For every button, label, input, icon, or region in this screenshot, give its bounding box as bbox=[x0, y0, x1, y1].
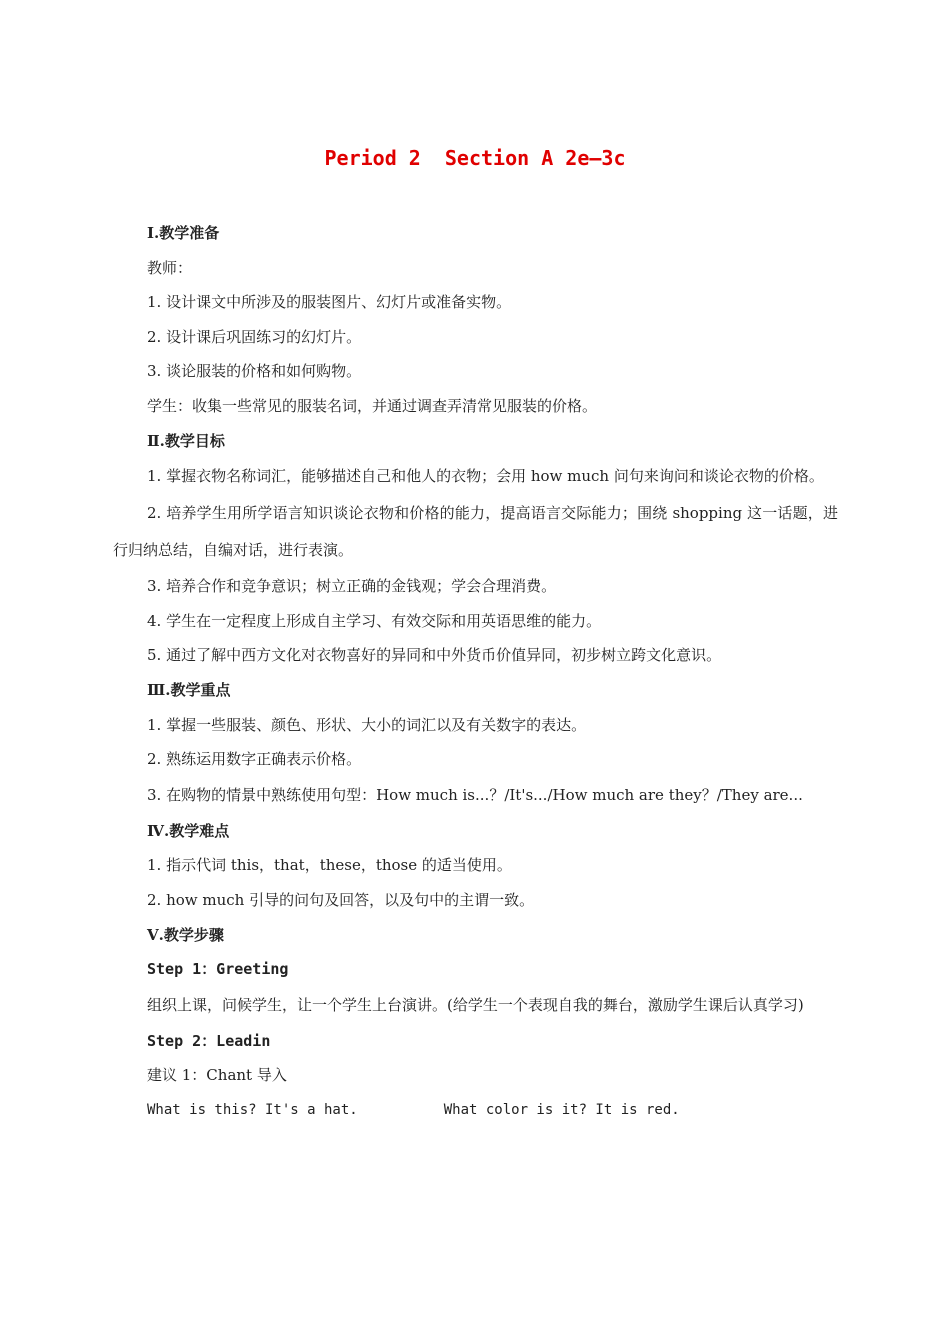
chant-line bbox=[113, 1093, 838, 1128]
prep-item: 1. 设计课文中所涉及的服装图片、幻灯片或准备实物。 bbox=[147, 293, 512, 312]
goal-item: 3. 培养合作和竞争意识；树立正确的金钱观；学会合理消费。 bbox=[147, 577, 557, 596]
section-heading-steps: Ⅴ.教学步骤 bbox=[147, 925, 224, 944]
section-heading-prep: Ⅰ.教学准备 bbox=[147, 224, 220, 242]
difficulty-item: 2. how much 引导的问句及回答，以及句中的主谓一致。 bbox=[147, 890, 535, 909]
goal-item: 5. 通过了解中西方文化对衣物喜好的异同和中外货币价值异同，初步树立跨文化意识。 bbox=[147, 646, 722, 665]
key-point-item: 1. 掌握一些服装、颜色、形状、大小的词汇以及有关数字的表达。 bbox=[147, 715, 587, 734]
prep-item: 2. 设计课后巩固练习的幻灯片。 bbox=[147, 327, 362, 346]
key-point-item: 3. 在购物的情景中熟练使用句型：How much is...？/It's.../How much are they？/They are... bbox=[147, 785, 803, 804]
key-point-item: 2. 熟练运用数字正确表示价格。 bbox=[147, 750, 362, 769]
section-heading-difficulties: Ⅳ.教学难点 bbox=[147, 821, 230, 840]
document-body bbox=[113, 216, 838, 1127]
section-heading-goals: Ⅱ.教学目标 bbox=[147, 431, 225, 450]
chant-part-a: What is this? It's a hat. bbox=[147, 1101, 358, 1118]
goal-item: 1. 掌握衣物名称词汇，能够描述自己和他人的衣物；会用 how much 问句来询问和谈论衣物的价格。 bbox=[147, 467, 824, 486]
step-2-title: Step 2：Leadin bbox=[147, 1031, 271, 1050]
suggestion-line: 建议 1：Chant 导入 bbox=[147, 1066, 287, 1085]
prep-item: 3. 谈论服装的价格和如何购物。 bbox=[147, 362, 362, 381]
teacher-label: 教师： bbox=[147, 258, 193, 277]
section-heading-key-points: Ⅲ.教学重点 bbox=[147, 680, 231, 699]
page-title: Period 2 Section A 2e—3c bbox=[324, 146, 626, 170]
goal-item: 2. 培养学生用所学语言知识谈论衣物和价格的能力，提高语言交际能力；围绕 shopping 这一话题，进行归纳总结，自编对话，进行表演。 bbox=[113, 504, 838, 560]
difficulty-item: 1. 指示代词 this，that，these，those 的适当使用。 bbox=[147, 856, 512, 875]
student-line: 学生：收集一些常见的服装名词，并通过调查弄清常见服装的价格。 bbox=[147, 396, 598, 415]
goal-item: 4. 学生在一定程度上形成自主学习、有效交际和用英语思维的能力。 bbox=[147, 611, 602, 630]
step-1-text: 组织上课，问候学生，让一个学生上台演讲。(给学生一个表现自我的舞台，激励学生课后认真学习) bbox=[147, 995, 804, 1014]
step-1-title: Step 1：Greeting bbox=[147, 960, 289, 979]
chant-part-b: What color is it? It is red. bbox=[443, 1101, 680, 1118]
